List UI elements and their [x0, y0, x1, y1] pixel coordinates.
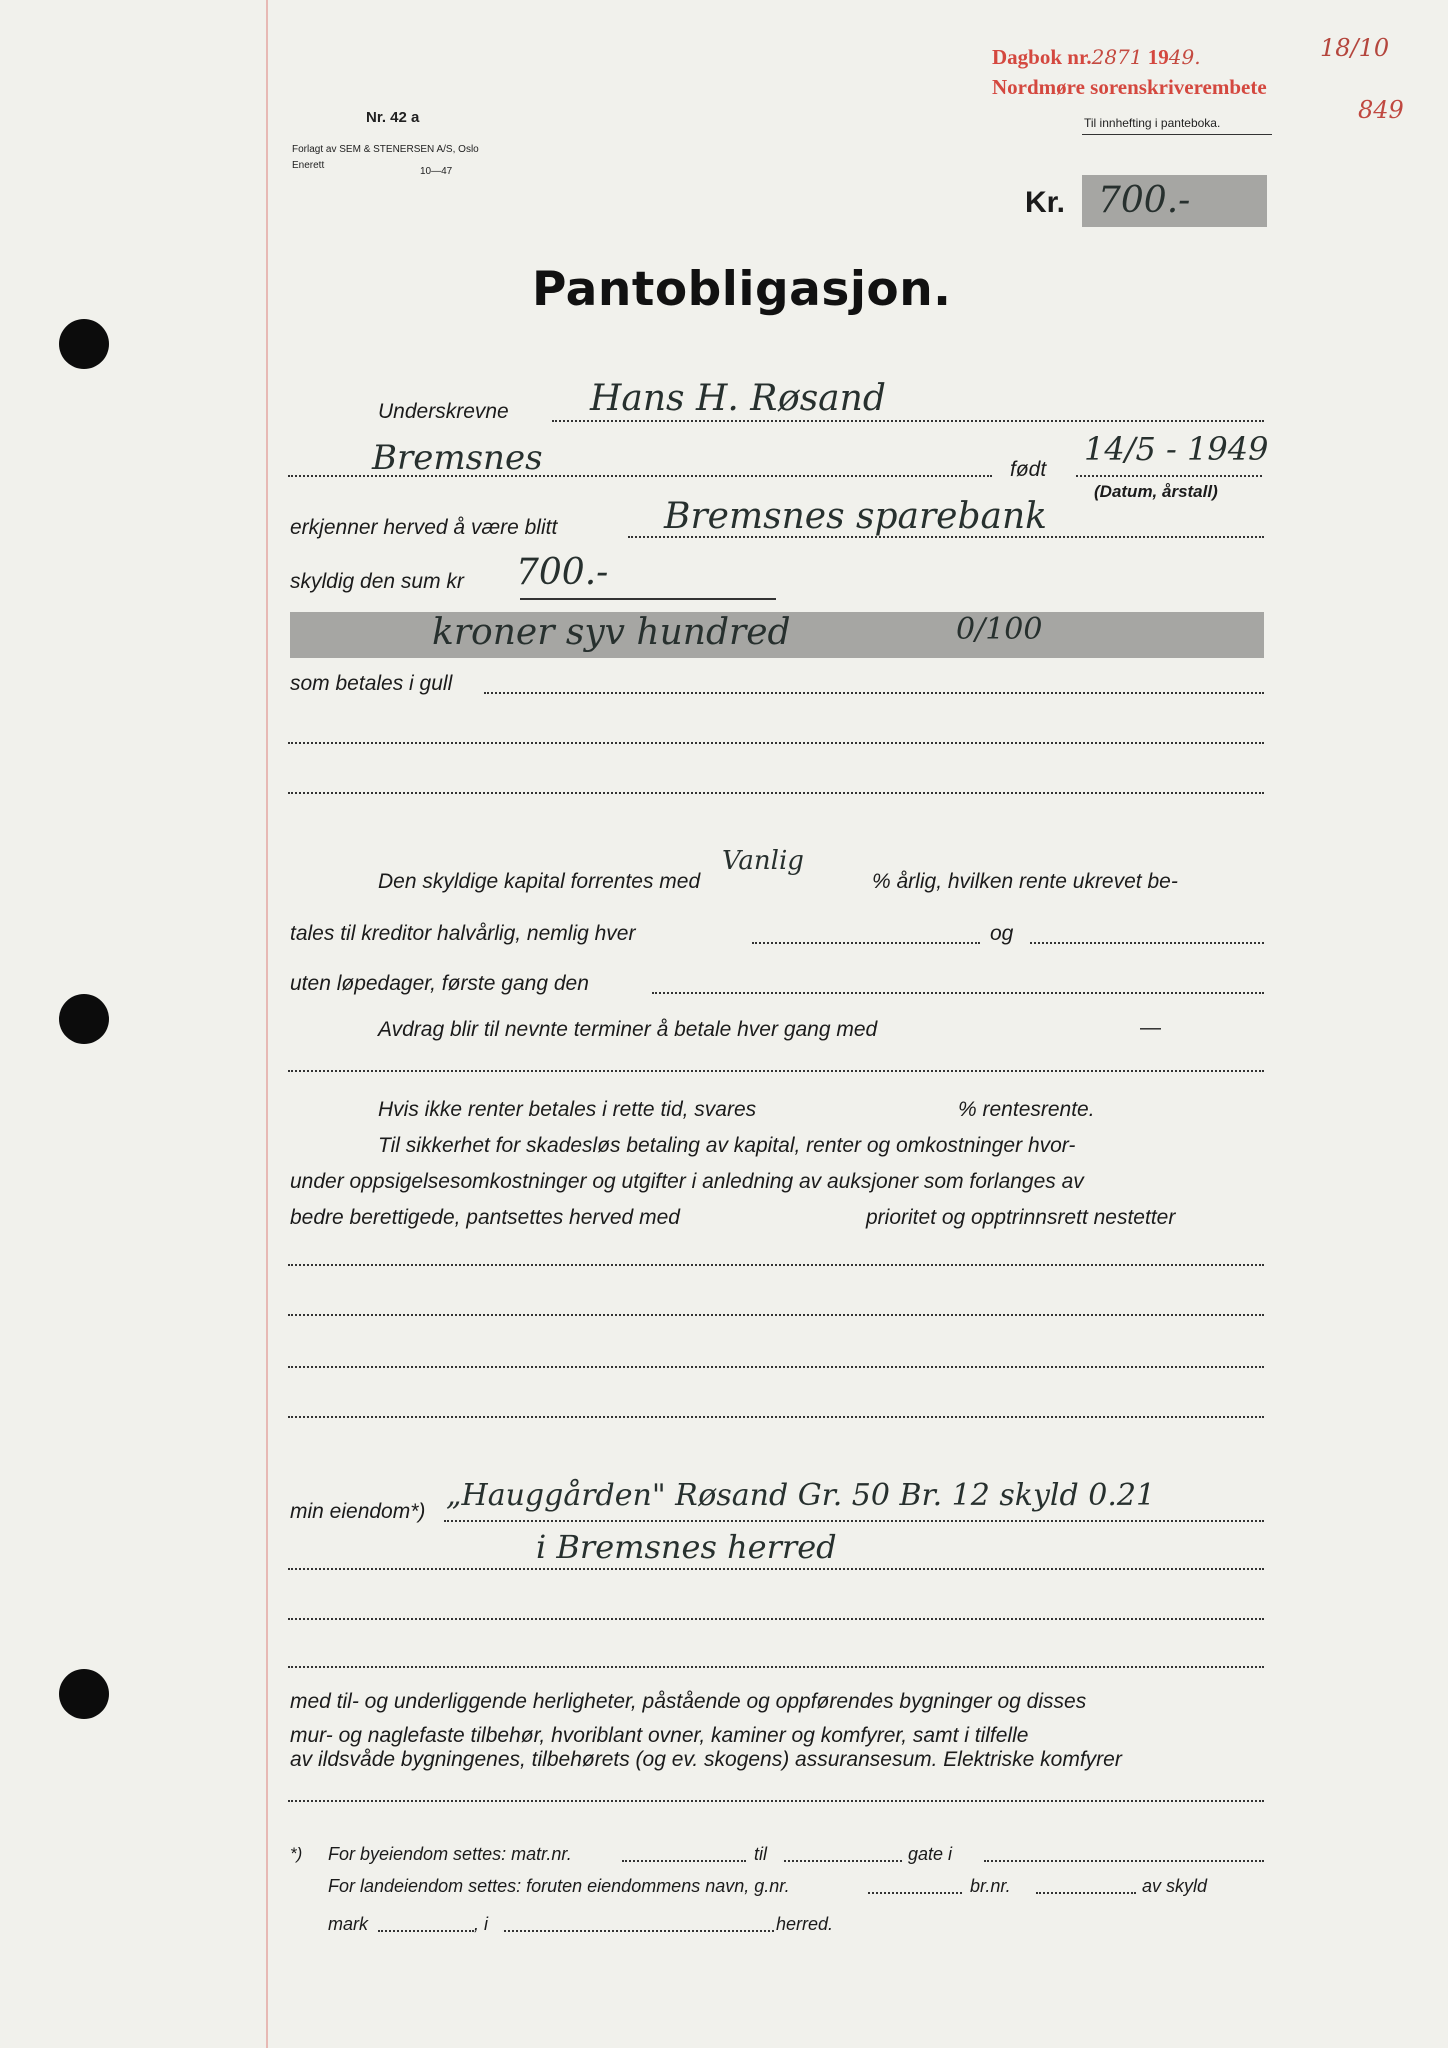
margin-rule: [266, 0, 268, 2048]
underskrevne-value: Hans H. Røsand: [590, 378, 886, 419]
interest-line3: uten løpedager, første gang den: [290, 972, 589, 995]
footnote-gate-line: [984, 1860, 1264, 1862]
footnote-mark-a: mark: [328, 1914, 368, 1934]
gull-line: [484, 692, 1264, 694]
footnote-mark-b: , i: [474, 1914, 489, 1934]
first-payment-line: [652, 992, 1264, 994]
amount-label: Kr.: [1025, 186, 1066, 219]
security-line3b: prioritet og opptrinnsrett nestetter: [866, 1206, 1176, 1229]
stamp-page-number: 849: [1358, 96, 1404, 124]
gull-label: som betales i gull: [290, 672, 453, 695]
security-blank-2: [288, 1314, 1264, 1316]
property-line-1: [444, 1520, 1264, 1522]
property-value-1: „Hauggården" Røsand Gr. 50 Br. 12 skyld 0.21: [446, 1478, 1156, 1513]
datum-note: (Datum, årstall): [1094, 482, 1218, 501]
interest-line2b: og: [990, 922, 1014, 945]
registry-stamp: [992, 42, 1201, 72]
footnote-land-a: For landeiendom settes: foruten eiendommens navn, g.nr.: [328, 1876, 790, 1896]
stamp-year-prefix: 19: [1147, 45, 1169, 69]
blank-line-1: [288, 742, 1264, 744]
underskrevne-line: [552, 420, 1264, 422]
publisher-line2: Enerett: [292, 160, 325, 171]
security-blank-4: [288, 1416, 1264, 1418]
interest-date-line-2: [1030, 942, 1264, 944]
blank-line-2: [288, 792, 1264, 794]
sum-fraction: 0/100: [956, 612, 1043, 647]
closing-line: [288, 1800, 1264, 1802]
property-line-4: [288, 1666, 1264, 1668]
stamp-year-suffix: 49.: [1168, 45, 1201, 69]
security-line3a: bedre berettigede, pantsettes herved med: [290, 1206, 680, 1229]
sum-words-value: kroner syv hundred: [432, 612, 791, 653]
punch-hole-bottom: [59, 1669, 109, 1719]
publisher-code: 10—47: [420, 166, 453, 177]
erkjenner-label: erkjenner herved å være blitt: [290, 516, 558, 539]
amount-value: 700.-: [1098, 180, 1191, 221]
interest-rate-value: Vanlig: [722, 846, 804, 876]
footnote-by-b: til: [754, 1844, 767, 1864]
fodt-label: født: [1010, 458, 1047, 481]
punch-hole-middle: [59, 994, 109, 1044]
footnote-matr-line: [622, 1860, 746, 1862]
interest-date-line-1: [752, 942, 980, 944]
punch-hole-top: [59, 319, 109, 369]
property-line-3: [288, 1618, 1264, 1620]
avdrag-text: Avdrag blir til nevnte terminer å betale hver gang med: [378, 1018, 878, 1041]
stamp-dagbok-number: 2871: [1091, 45, 1143, 69]
footnote-by-a: For byeiendom settes: matr.nr.: [328, 1844, 572, 1864]
property-line-2: [288, 1568, 1264, 1570]
security-line2: under oppsigelsesomkostninger og utgifter i anledning av auksjoner som forlanges av: [290, 1170, 1084, 1193]
footnote-marker: *): [290, 1844, 303, 1863]
fodt-value: 14/5 - 1949: [1084, 430, 1269, 468]
publisher-line1: Forlagt av SEM & STENERSEN A/S, Oslo: [292, 144, 479, 155]
interest-line1a: Den skyldige kapital forrentes med: [378, 870, 701, 893]
footnote-gnr-line: [868, 1892, 962, 1894]
filing-note-underline: [1082, 134, 1272, 135]
stamp-office: Nordmøre sorenskriverembete: [992, 75, 1267, 99]
sum-value: 700.-: [516, 552, 609, 593]
footnote-mark-c: herred.: [776, 1914, 834, 1934]
sum-line: [520, 598, 776, 600]
security-blank-3: [288, 1366, 1264, 1368]
closing-line2: mur- og naglefaste tilbehør, hvoriblant ovner, kaminer og komfyrer, samt i tilfelle: [290, 1724, 1029, 1747]
hvis-text-b: % rentesrente.: [958, 1098, 1095, 1121]
closing-line3: av ildsvåde bygningenes, tilbehørets (og ev. skogens) assuransesum. Elektriske komfyrer: [290, 1748, 1122, 1771]
stamp-dagbok-label: Dagbok nr.: [992, 45, 1092, 69]
skyldig-label: skyldig den sum kr: [290, 570, 464, 593]
creditor-value: Bremsnes sparebank: [664, 496, 1047, 537]
footnote-land-c: av skyld: [1142, 1876, 1208, 1896]
hvis-text-a: Hvis ikke renter betales i rette tid, svares: [378, 1098, 757, 1121]
document-title: Pantobligasjon.: [532, 262, 952, 317]
fodt-line: [1076, 475, 1262, 477]
place-value: Bremsnes: [372, 438, 543, 478]
avdrag-line: [288, 1070, 1264, 1072]
stamp-date: 18/10: [1320, 34, 1390, 62]
security-line1: Til sikkerhet for skadesløs betaling av kapital, renter og omkostninger hvor-: [378, 1134, 1076, 1157]
footnote-til-line: [784, 1860, 902, 1862]
closing-line1: med til- og underliggende herligheter, påstående og oppførendes bygninger og disses: [290, 1690, 1087, 1713]
security-blank-1: [288, 1264, 1264, 1266]
property-value-2: i Bremsnes herred: [536, 1528, 837, 1566]
footnote-herred-line: [504, 1930, 774, 1932]
footnote-brnr-line: [1036, 1892, 1136, 1894]
form-number: Nr. 42 a: [366, 109, 420, 126]
footnote-mark-line: [378, 1930, 474, 1932]
property-label: min eiendom*): [290, 1500, 426, 1523]
footnote-land-b: br.nr.: [970, 1876, 1011, 1896]
interest-line1b: % årlig, hvilken rente ukrevet be-: [872, 870, 1178, 893]
avdrag-value: —: [1140, 1016, 1161, 1039]
footnote-by-c: gate i: [908, 1844, 953, 1864]
interest-line2a: tales til kreditor halvårlig, nemlig hver: [290, 922, 636, 945]
filing-note: Til innhefting i panteboka.: [1084, 116, 1221, 130]
underskrevne-label: Underskrevne: [378, 400, 509, 423]
